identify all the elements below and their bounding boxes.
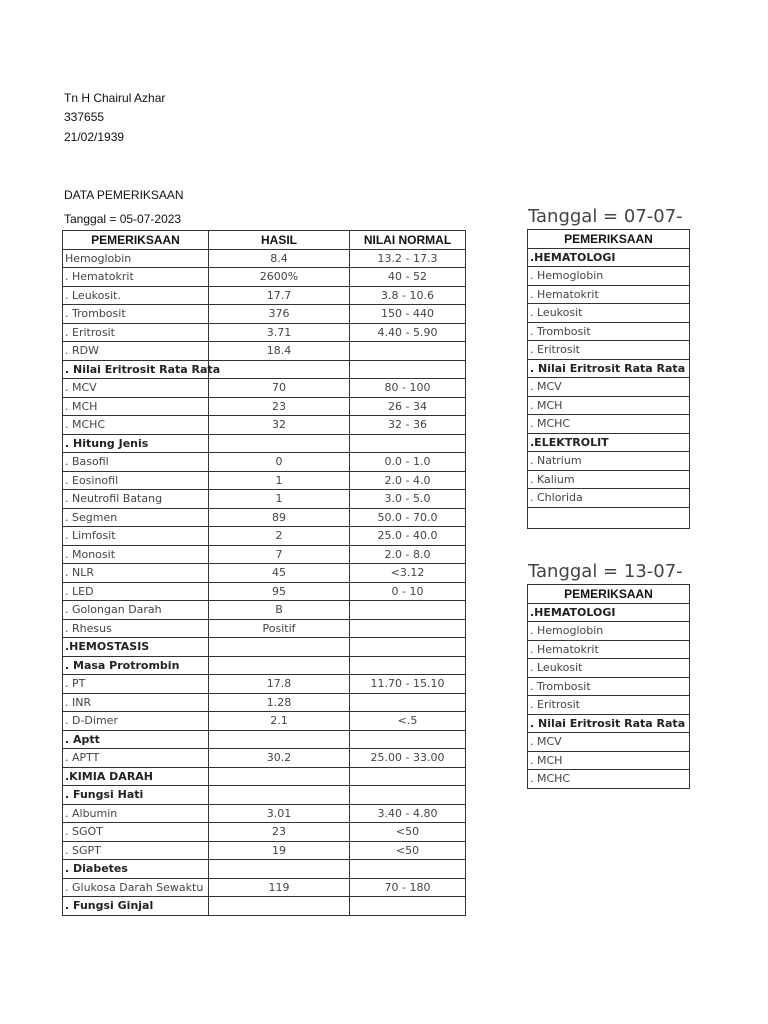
table-row	[63, 823, 466, 842]
row-normal: <50	[350, 841, 466, 860]
row-normal: 70 - 180	[350, 878, 466, 897]
side-row-name: . Leukosit	[528, 304, 690, 323]
side-row-name: . Trombosit	[528, 322, 690, 341]
row-result: Positif	[209, 619, 350, 638]
side-row-name: .ELEKTROLIT	[528, 433, 690, 452]
row-normal: 25.0 - 40.0	[350, 527, 466, 546]
row-normal	[350, 897, 466, 916]
table-row	[528, 285, 690, 304]
column-header-result: HASIL	[209, 231, 350, 250]
row-result	[209, 786, 350, 805]
row-normal: 150 - 440	[350, 305, 466, 324]
table-row	[528, 751, 690, 770]
row-name: . Hematokrit	[63, 268, 209, 287]
side-row-name: .HEMATOLOGI	[528, 248, 690, 267]
row-normal: 80 - 100	[350, 379, 466, 398]
row-normal: 2.0 - 8.0	[350, 545, 466, 564]
row-normal: 4.40 - 5.90	[350, 323, 466, 342]
table-row	[528, 433, 690, 452]
row-name: . SGPT	[63, 841, 209, 860]
row-normal: 0.0 - 1.0	[350, 453, 466, 472]
row-normal	[350, 730, 466, 749]
table-row	[528, 770, 690, 789]
row-result: 3.01	[209, 804, 350, 823]
row-result: 89	[209, 508, 350, 527]
side-row-name: . Kalium	[528, 470, 690, 489]
row-result	[209, 767, 350, 786]
table-row	[63, 416, 466, 435]
row-name: . PT	[63, 675, 209, 694]
table-row	[63, 545, 466, 564]
table-row	[528, 267, 690, 286]
row-name: . Rhesus	[63, 619, 209, 638]
row-normal: 0 - 10	[350, 582, 466, 601]
table-row	[63, 860, 466, 879]
table-row	[63, 397, 466, 416]
row-name: . Fungsi Ginjal	[63, 897, 209, 916]
row-name: . Aptt	[63, 730, 209, 749]
row-result: 8.4	[209, 249, 350, 268]
side-row-name: . Eritrosit	[528, 341, 690, 360]
row-result: 18.4	[209, 342, 350, 361]
row-normal: 50.0 - 70.0	[350, 508, 466, 527]
table-row	[528, 341, 690, 360]
table-row	[63, 878, 466, 897]
side-row-name: . Hemoglobin	[528, 267, 690, 286]
table-row	[63, 564, 466, 583]
row-result: 70	[209, 379, 350, 398]
row-result: 1	[209, 490, 350, 509]
row-result	[209, 860, 350, 879]
exam-date: Tanggal = 05-07-2023	[64, 212, 182, 226]
row-name: . Limfosit	[63, 527, 209, 546]
table-row	[63, 749, 466, 768]
row-normal	[350, 434, 466, 453]
row-name: . NLR	[63, 564, 209, 583]
table-row	[528, 452, 690, 471]
row-result: B	[209, 601, 350, 620]
side-row-name: . Eritrosit	[528, 696, 690, 715]
row-name: . Neutrofil Batang	[63, 490, 209, 509]
row-result: 17.7	[209, 286, 350, 305]
row-result: 17.8	[209, 675, 350, 694]
table-row	[528, 359, 690, 378]
table-row	[63, 508, 466, 527]
table-row	[63, 675, 466, 694]
table-row	[528, 378, 690, 397]
row-normal: 25.00 - 33.00	[350, 749, 466, 768]
side-row-name: . MCH	[528, 396, 690, 415]
row-name: . SGOT	[63, 823, 209, 842]
table-row	[63, 897, 466, 916]
side-row-name: . Trombosit	[528, 677, 690, 696]
row-normal: 26 - 34	[350, 397, 466, 416]
row-normal	[350, 619, 466, 638]
table-row	[63, 693, 466, 712]
table-row	[63, 527, 466, 546]
side-row-name: . Hematokrit	[528, 285, 690, 304]
side-row-name: .HEMATOLOGI	[528, 603, 690, 622]
row-normal: 3.0 - 5.0	[350, 490, 466, 509]
table-row	[528, 622, 690, 641]
table-row	[528, 415, 690, 434]
row-result: 1.28	[209, 693, 350, 712]
side-row-name: . Hemoglobin	[528, 622, 690, 641]
side-row-name	[528, 507, 690, 528]
side-row-name: . Nilai Eritrosit Rata Rata	[528, 359, 690, 378]
table-row	[63, 249, 466, 268]
table-row	[528, 733, 690, 752]
row-name: . MCHC	[63, 416, 209, 435]
row-name: . Monosit	[63, 545, 209, 564]
table-row	[528, 640, 690, 659]
table-row	[63, 342, 466, 361]
row-result: 19	[209, 841, 350, 860]
row-result: 32	[209, 416, 350, 435]
table-row	[63, 619, 466, 638]
row-result: 95	[209, 582, 350, 601]
row-normal: <50	[350, 823, 466, 842]
row-normal	[350, 638, 466, 657]
table-row	[63, 767, 466, 786]
section-title: DATA PEMERIKSAAN	[64, 188, 184, 202]
row-name: . Diabetes	[63, 860, 209, 879]
side-date-2: Tanggal = 13-07-	[528, 561, 683, 582]
table-row	[63, 453, 466, 472]
row-result: 3.71	[209, 323, 350, 342]
table-row	[528, 714, 690, 733]
row-normal: 11.70 - 15.10	[350, 675, 466, 694]
patient-name: Tn H Chairul Azhar	[64, 91, 166, 105]
table-row	[528, 304, 690, 323]
side-row-name: . Nilai Eritrosit Rata Rata	[528, 714, 690, 733]
row-name: . RDW	[63, 342, 209, 361]
side-1-header: PEMERIKSAAN	[528, 230, 690, 249]
table-row	[63, 601, 466, 620]
row-name: . MCH	[63, 397, 209, 416]
column-header-exam: PEMERIKSAAN	[63, 231, 209, 250]
row-normal	[350, 693, 466, 712]
row-normal: 32 - 36	[350, 416, 466, 435]
row-name: . Leukosit.	[63, 286, 209, 305]
side-row-name: . MCV	[528, 378, 690, 397]
row-name: . Hitung Jenis	[63, 434, 209, 453]
table-row	[528, 489, 690, 508]
row-name: . Glukosa Darah Sewaktu	[63, 878, 209, 897]
table-row	[63, 730, 466, 749]
row-name: . D-Dimer	[63, 712, 209, 731]
row-normal: <3.12	[350, 564, 466, 583]
row-name: . Eosinofil	[63, 471, 209, 490]
side-row-name: . Leukosit	[528, 659, 690, 678]
row-name: . Segmen	[63, 508, 209, 527]
table-row	[63, 490, 466, 509]
table-row	[528, 677, 690, 696]
row-result: 2.1	[209, 712, 350, 731]
row-name: . Trombosit	[63, 305, 209, 324]
table-row	[63, 471, 466, 490]
table-row	[528, 507, 690, 528]
side-table-1	[527, 229, 690, 529]
row-result: 7	[209, 545, 350, 564]
row-result: 1	[209, 471, 350, 490]
side-2-header: PEMERIKSAAN	[528, 585, 690, 604]
table-row	[528, 470, 690, 489]
row-normal	[350, 767, 466, 786]
row-normal: 3.40 - 4.80	[350, 804, 466, 823]
row-name: .HEMOSTASIS	[63, 638, 209, 657]
row-result: 45	[209, 564, 350, 583]
table-row	[528, 248, 690, 267]
row-result	[209, 897, 350, 916]
row-name: . INR	[63, 693, 209, 712]
row-normal	[350, 601, 466, 620]
row-normal: 40 - 52	[350, 268, 466, 287]
side-row-name: . Natrium	[528, 452, 690, 471]
row-normal	[350, 786, 466, 805]
table-row	[63, 841, 466, 860]
table-row	[63, 305, 466, 324]
table-row	[528, 659, 690, 678]
row-result: 23	[209, 823, 350, 842]
table-row	[63, 379, 466, 398]
row-result	[209, 638, 350, 657]
row-normal: 13.2 - 17.3	[350, 249, 466, 268]
row-name: Hemoglobin	[63, 249, 209, 268]
side-date-1: Tanggal = 07-07-	[528, 206, 683, 227]
row-name: .KIMIA DARAH	[63, 767, 209, 786]
row-result: 2	[209, 527, 350, 546]
patient-id: 337655	[64, 110, 105, 124]
row-name: . Golongan Darah	[63, 601, 209, 620]
side-row-name: . MCHC	[528, 415, 690, 434]
row-name: . LED	[63, 582, 209, 601]
table-row	[63, 804, 466, 823]
side-row-name: . Hematokrit	[528, 640, 690, 659]
table-row	[63, 656, 466, 675]
row-normal	[350, 860, 466, 879]
row-normal	[350, 360, 466, 379]
row-result: 2600%	[209, 268, 350, 287]
table-row	[63, 268, 466, 287]
table-row	[63, 323, 466, 342]
side-row-name: . MCH	[528, 751, 690, 770]
table-row	[528, 396, 690, 415]
row-name: . Nilai Eritrosit Rata Rata	[63, 360, 209, 379]
row-normal: 3.8 - 10.6	[350, 286, 466, 305]
row-result	[209, 730, 350, 749]
row-result: 23	[209, 397, 350, 416]
row-name: . APTT	[63, 749, 209, 768]
table-row	[528, 696, 690, 715]
row-name: . Eritrosit	[63, 323, 209, 342]
main-results-table	[62, 230, 466, 916]
row-result	[209, 360, 350, 379]
row-result: 0	[209, 453, 350, 472]
table-row	[528, 603, 690, 622]
row-name: . Albumin	[63, 804, 209, 823]
row-name: . Masa Protrombin	[63, 656, 209, 675]
row-result	[209, 656, 350, 675]
table-row	[63, 786, 466, 805]
table-header-row	[63, 231, 466, 250]
row-result: 119	[209, 878, 350, 897]
table-row	[63, 582, 466, 601]
side-row-name: . MCHC	[528, 770, 690, 789]
row-name: . MCV	[63, 379, 209, 398]
row-result	[209, 434, 350, 453]
row-name: . Basofil	[63, 453, 209, 472]
table-row	[63, 712, 466, 731]
table-row	[528, 322, 690, 341]
side-row-name: . MCV	[528, 733, 690, 752]
row-normal	[350, 656, 466, 675]
row-name: . Fungsi Hati	[63, 786, 209, 805]
row-normal	[350, 342, 466, 361]
column-header-normal: NILAI NORMAL	[350, 231, 466, 250]
row-normal: <.5	[350, 712, 466, 731]
row-result: 376	[209, 305, 350, 324]
side-row-name: . Chlorida	[528, 489, 690, 508]
row-result: 30.2	[209, 749, 350, 768]
table-row	[63, 286, 466, 305]
row-normal: 2.0 - 4.0	[350, 471, 466, 490]
table-row	[63, 638, 466, 657]
table-row	[63, 360, 466, 379]
side-table-2	[527, 584, 690, 789]
table-row	[63, 434, 466, 453]
patient-dob: 21/02/1939	[64, 130, 125, 144]
